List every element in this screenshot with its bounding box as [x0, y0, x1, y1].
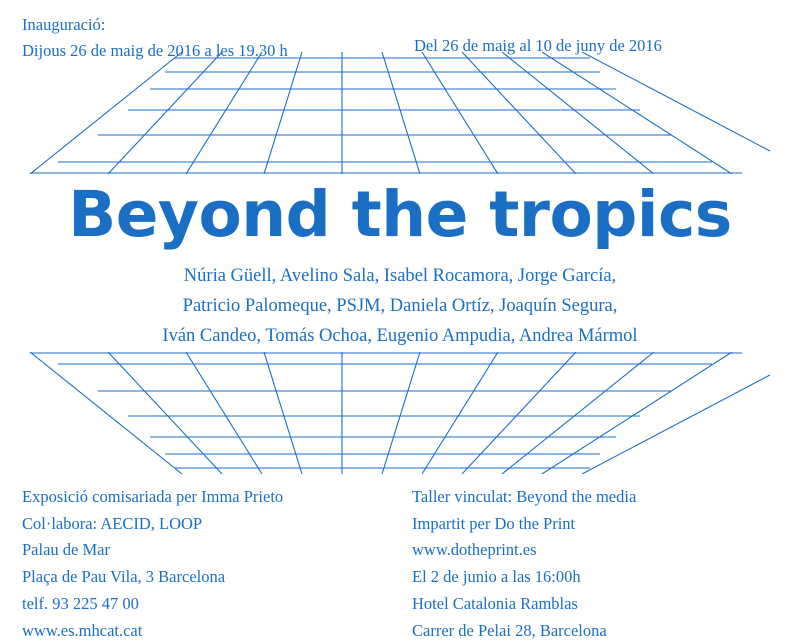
- venue-phone: telf. 93 225 47 00: [22, 593, 139, 613]
- exhibition-date-range: Del 26 de maig al 10 de juny de 2016: [414, 36, 662, 55]
- opening-label: Inauguració:: [22, 15, 106, 34]
- artist-line-3: Iván Candeo, Tomás Ochoa, Eugenio Ampudia, Andrea Mármol: [162, 325, 638, 346]
- workshop-title: Taller vinculat: Beyond the media: [412, 487, 637, 506]
- venue-address: Plaça de Pau Vila, 3 Barcelona: [22, 567, 226, 587]
- opening-datetime: Dijous 26 de maig de 2016 a les 19.30 h: [22, 40, 288, 60]
- poster-title: Beyond the tropics: [68, 178, 732, 251]
- workshop-datetime: El 2 de junio a las 16:00h: [412, 567, 581, 587]
- collaborators-line: Col·labora: AECID, LOOP: [22, 513, 203, 533]
- workshop-address: Carrer de Pelai 28, Barcelona: [412, 620, 607, 640]
- workshop-host: Impartit per Do the Print: [412, 513, 576, 533]
- venue-info: [22, 484, 283, 644]
- venue-name: Palau de Mar: [22, 540, 110, 560]
- workshop-venue: Hotel Catalonia Ramblas: [412, 593, 578, 613]
- workshop-website[interactable]: www.dotheprint.es: [412, 540, 537, 560]
- artist-list: [0, 262, 800, 352]
- venue-website[interactable]: www.es.mhcat.cat: [22, 620, 143, 640]
- artist-line-2: Patricio Palomeque, PSJM, Daniela Ortíz, Joaquín Segura,: [182, 295, 618, 316]
- curator-line: Exposició comisariada per Imma Prieto: [22, 487, 284, 506]
- artist-line-1: Núria Güell, Avelino Sala, Isabel Rocamora, Jorge García,: [183, 266, 617, 286]
- workshop-info: [412, 484, 636, 644]
- perspective-grid-top-icon: [0, 52, 800, 174]
- perspective-grid-bottom-icon: [0, 352, 800, 474]
